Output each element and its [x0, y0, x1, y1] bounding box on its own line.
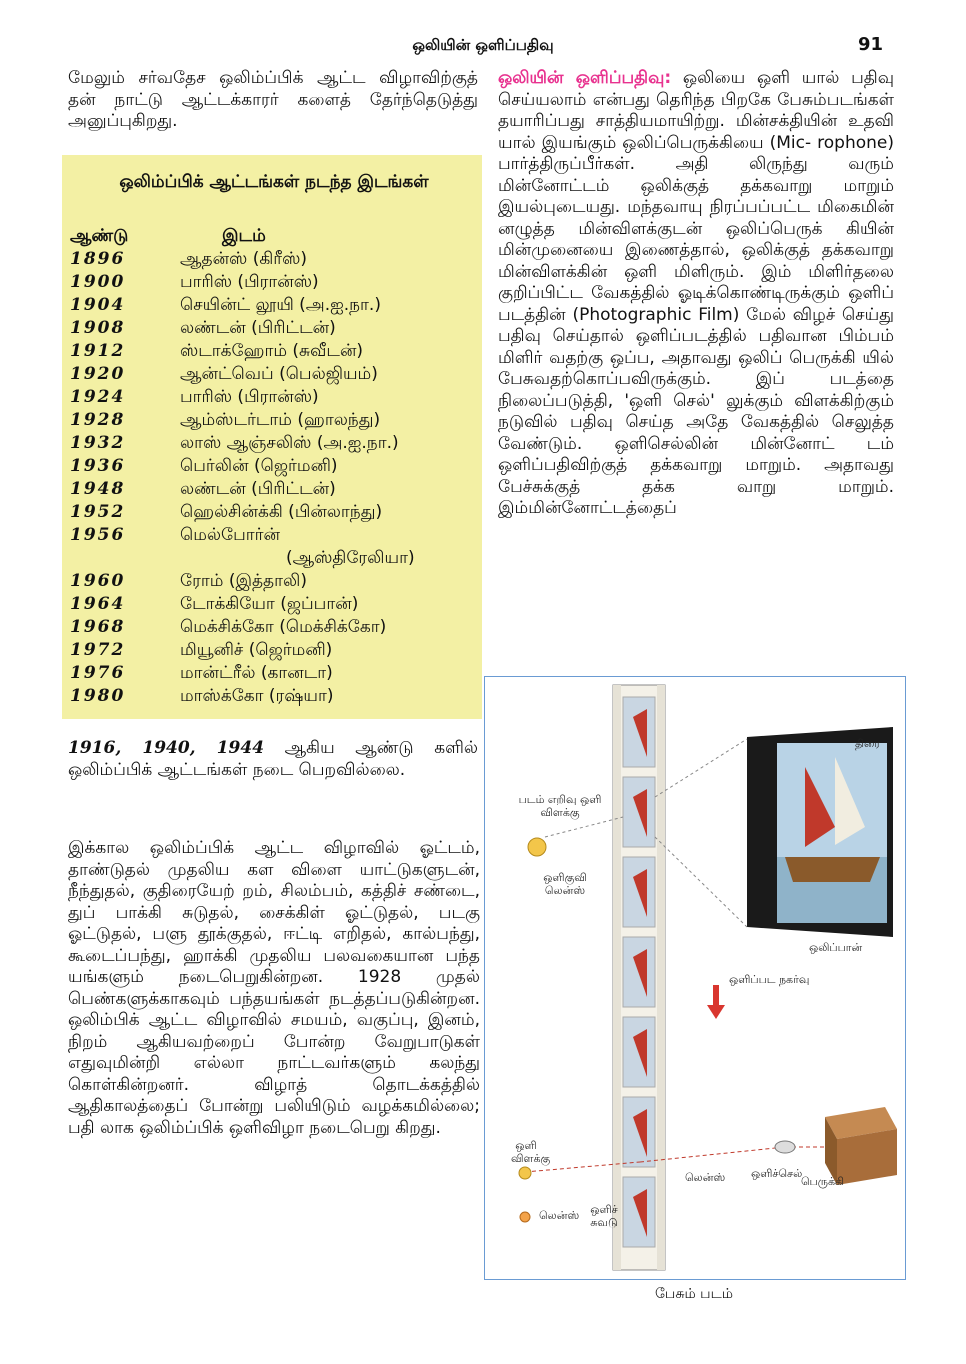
- section-heading: ஒலியின் ஒளிப்பதிவு:: [498, 68, 672, 88]
- sports-paragraph: இக்கால ஒலிம்ப்பிக் ஆட்ட விழாவில் ஓட்டம், தாண்டுதல் முதலிய கள விளை யாட்டுகளுடன், நீந்துதல், குதிரையேற் றம், சிலம்பம், கத்திச் சண்டை, துப் பாக்கி சுடுதல், சைக்கிள் ஓட்டுதல், படகு ஓட்டுதல், பளு தூக்குதல், ஈட்டி எறிதல், கால்பந்து, கூடைப்பந்து, ஹாக்கி முதலிய பலவகையான பந்த யங்களும் நடைபெறுகின்றன. 1928 முதல் பெண்களுக்காகவும் பந்தயங்கள் நடத்தப்படுகின்றன. ஒலிம்பிக் ஆட்ட விழாவில் சமயம், வகுப்பு, இனம், நிறம் ஆகியவற்றைப் போன்ற வேறுபாடுகள் எதுவுமின்றி எல்லா நாட்டவர்களும் கலந்து கொள்கின்றனர். விழாத் தொடக்கத்தில் ஆதிகாலத்தைப் போன்று பலியிடும் வழக்கமில்லை; பதி லாக ஒலிம்ப்பிக் ஒளிவிழா நடைபெறு கிறது.: [68, 838, 480, 1138]
- projector-lamp-icon: [528, 838, 546, 856]
- table-row: [70, 295, 480, 317]
- row-place: லண்டன் (பிரிட்டன்): [180, 479, 336, 499]
- talkie-illustration: [485, 677, 905, 1279]
- page-number: 91: [858, 34, 884, 55]
- row-year: 1980: [70, 686, 126, 706]
- table-row: [70, 364, 480, 386]
- row-place: லாஸ் ஆஞ்சலிஸ் (அ.ஐ.நா.): [180, 433, 399, 453]
- label-light-lamp: ஒளி விளக்கு: [511, 1139, 551, 1165]
- row-year: 1896: [70, 249, 126, 269]
- film-strip: [613, 685, 665, 1270]
- label-projector-lamp: படம் எறிவு ஒளி விளக்கு: [518, 793, 602, 819]
- table-title: ஒலிம்ப்பிக் ஆட்டங்கள் நடந்த இடங்கள்: [119, 172, 429, 192]
- sound-lens-icon: [520, 1212, 530, 1222]
- row-year: 1964: [70, 594, 126, 614]
- projection-screen: [747, 727, 893, 937]
- row-place: ஹெல்சின்க்கி (பின்லாந்து): [180, 502, 383, 522]
- table-row: [70, 617, 480, 639]
- row-year: 1936: [70, 456, 126, 476]
- row-place: மான்ட்ரீல் (கானடா): [180, 663, 333, 683]
- row-year: 1920: [70, 364, 126, 384]
- row-place: செயின்ட் லூயி (அ.ஐ.நா.): [180, 295, 381, 315]
- row-place: டோக்கியோ (ஜப்பான்): [180, 594, 359, 614]
- row-place: ஆன்ட்வெப் (பெல்ஜியம்): [180, 364, 378, 384]
- label-film-motion: ஒளிப்பட நகர்வு: [729, 973, 810, 986]
- row-year: 1956: [70, 525, 126, 545]
- row-year: 1968: [70, 617, 126, 637]
- label-projector: ஒலிப்பான்: [809, 941, 863, 954]
- row-place-continuation: (ஆஸ்திரேலியா): [286, 548, 415, 568]
- table-row: [70, 341, 480, 363]
- row-place: பாரிஸ் (பிரான்ஸ்): [180, 387, 319, 407]
- label-converging-lens: ஒளிகுவி லென்ஸ்: [543, 871, 587, 897]
- label-screen: திரை: [855, 737, 881, 750]
- intro-paragraph: மேலும் சர்வதேச ஒலிம்ப்பிக் ஆட்ட விழாவிற்குத் தன் நாட்டு ஆட்டக்காரர் களைத் தேர்ந்தெடுத்து அனுப்புகிறது.: [68, 68, 478, 131]
- row-place: மியூனிச் (ஜெர்மனி): [180, 640, 333, 660]
- label-photocell: ஒளிச்செல்: [751, 1167, 803, 1180]
- figure-caption: பேசும் படம்: [654, 1286, 734, 1302]
- note-paragraph: [68, 738, 478, 781]
- row-year: 1912: [70, 341, 126, 361]
- row-place: பெர்லின் (ஜெர்மனி): [180, 456, 338, 476]
- table-row: [70, 571, 480, 593]
- row-year: 1900: [70, 272, 126, 292]
- note-text: ஆகிய ஆண்டு களில் ஒலிம்ப்பிக் ஆட்டங்கள் நடை பெறவில்லை.: [68, 738, 478, 780]
- label-amplifier: பெருக்கி: [801, 1175, 844, 1188]
- section-text: ஒலியை ஒளி யால் பதிவு செய்யலாம் என்பது தெரிந்த பிறகே பேசும்படங்கள் தயாரிப்பது சாத்தியமாயிற்று. மின்சக்தியின் உதவி யால் இயங்கும் ஒலிப்பெருக்கியை (Mic- rophone) பார்த்திருப்பீர்கள். அதி லிருந்து வரும் மின்னோட்டம் ஒலிக்குத் தக்கவாறு மாறும் இயல்புடையது. மந்தவாயு நிரப்பப்பட்ட மிகைமின் னழுத்த மின்விளக்குடன் ஒலிப்பெருக் கியின் மின்முனையை இணைத்தால், ஒலிக்குத் தக்கவாறு மின்விளக்கின் ஒளி மிளிரும். இம் மிளிர்தலை குறிப்பிட்ட வேகத்தில் ஓடிக்கொண்டிருக்கும் ஒளிப் படத்தின் (Photographic Film) மேல் விழச் செய்து பதிவு செய்தால் ஒளிப்படத்தில் பதிவான பிம்பம் மிளிர் வதற்கு ஒப்ப, அதாவது ஒலிப் பெருக்கி யில் பேசுவதற்கொப்பவிருக்கும். இப் படத்தை நிலைப்படுத்தி, 'ஒளி செல்' லுக்கும் விளக்கிற்கும் நடுவில் பதிவு செய்த அதே வேகத்தில் செலுத்த வேண்டும். ஒளிசெல்லின் மின்னோட் டம் ஒளிப்பதிவிற்குத் தக்கவாறு மாறும். அதாவது பேச்சுக்குத் தக்க வாறு மாறும். இம்மின்னோட்டத்தைப்: [498, 68, 894, 518]
- page-header-title: ஒலியின் ஒளிப்பதிவு: [412, 36, 554, 54]
- amplifier-box: [825, 1107, 897, 1185]
- row-year: 1948: [70, 479, 126, 499]
- table-header-place: இடம்: [222, 226, 266, 246]
- row-year: 1952: [70, 502, 126, 522]
- row-place: லண்டன் (பிரிட்டன்): [180, 318, 336, 338]
- table-row: [70, 663, 480, 685]
- note-years: 1916, 1940, 1944: [68, 738, 265, 758]
- table-row: [70, 479, 480, 501]
- row-place: மெக்சிக்கோ (மெக்சிக்கோ): [180, 617, 387, 637]
- table-row: [70, 502, 480, 524]
- table-row: [70, 249, 480, 271]
- row-place: மெல்போர்ன்: [180, 525, 280, 545]
- table-header-year: ஆண்டு: [70, 226, 129, 246]
- row-year: 1928: [70, 410, 126, 430]
- row-year: 1976: [70, 663, 126, 683]
- row-place: ரோம் (இத்தாலி): [180, 571, 307, 591]
- label-light-wall: ஒளிச் சுவடு: [590, 1203, 618, 1229]
- label-lens: லென்ஸ்: [685, 1171, 726, 1184]
- film-direction-arrow: [707, 985, 725, 1019]
- table-row: [70, 594, 480, 616]
- sound-lamp-icon: [519, 1167, 531, 1179]
- row-year: 1908: [70, 318, 126, 338]
- row-year: 1932: [70, 433, 126, 453]
- label-lens-2: லென்ஸ்: [539, 1209, 580, 1222]
- table-row: [70, 433, 480, 455]
- table-row: [70, 318, 480, 340]
- table-row: [70, 272, 480, 294]
- table-row: [70, 686, 480, 708]
- talkie-diagram: [484, 676, 906, 1280]
- row-year: 1960: [70, 571, 126, 591]
- row-place: ஆதன்ஸ் (கிரீஸ்): [180, 249, 307, 269]
- table-row: [70, 640, 480, 662]
- table-row: [70, 456, 480, 478]
- photocell-icon: [775, 1141, 795, 1153]
- row-place: ஸ்டாக்ஹோம் (சுவீடன்): [180, 341, 364, 361]
- table-row: [70, 410, 480, 432]
- row-place: பாரிஸ் (பிரான்ஸ்): [180, 272, 319, 292]
- table-row: [70, 387, 480, 409]
- row-year: 1904: [70, 295, 126, 315]
- row-year: 1972: [70, 640, 126, 660]
- row-place: ஆம்ஸ்டர்டாம் (ஹாலந்து): [180, 410, 381, 430]
- row-year: 1924: [70, 387, 126, 407]
- sound-recording-paragraph: [498, 68, 894, 520]
- table-row: [70, 525, 480, 547]
- row-place: மாஸ்க்கோ (ரஷ்யா): [180, 686, 334, 706]
